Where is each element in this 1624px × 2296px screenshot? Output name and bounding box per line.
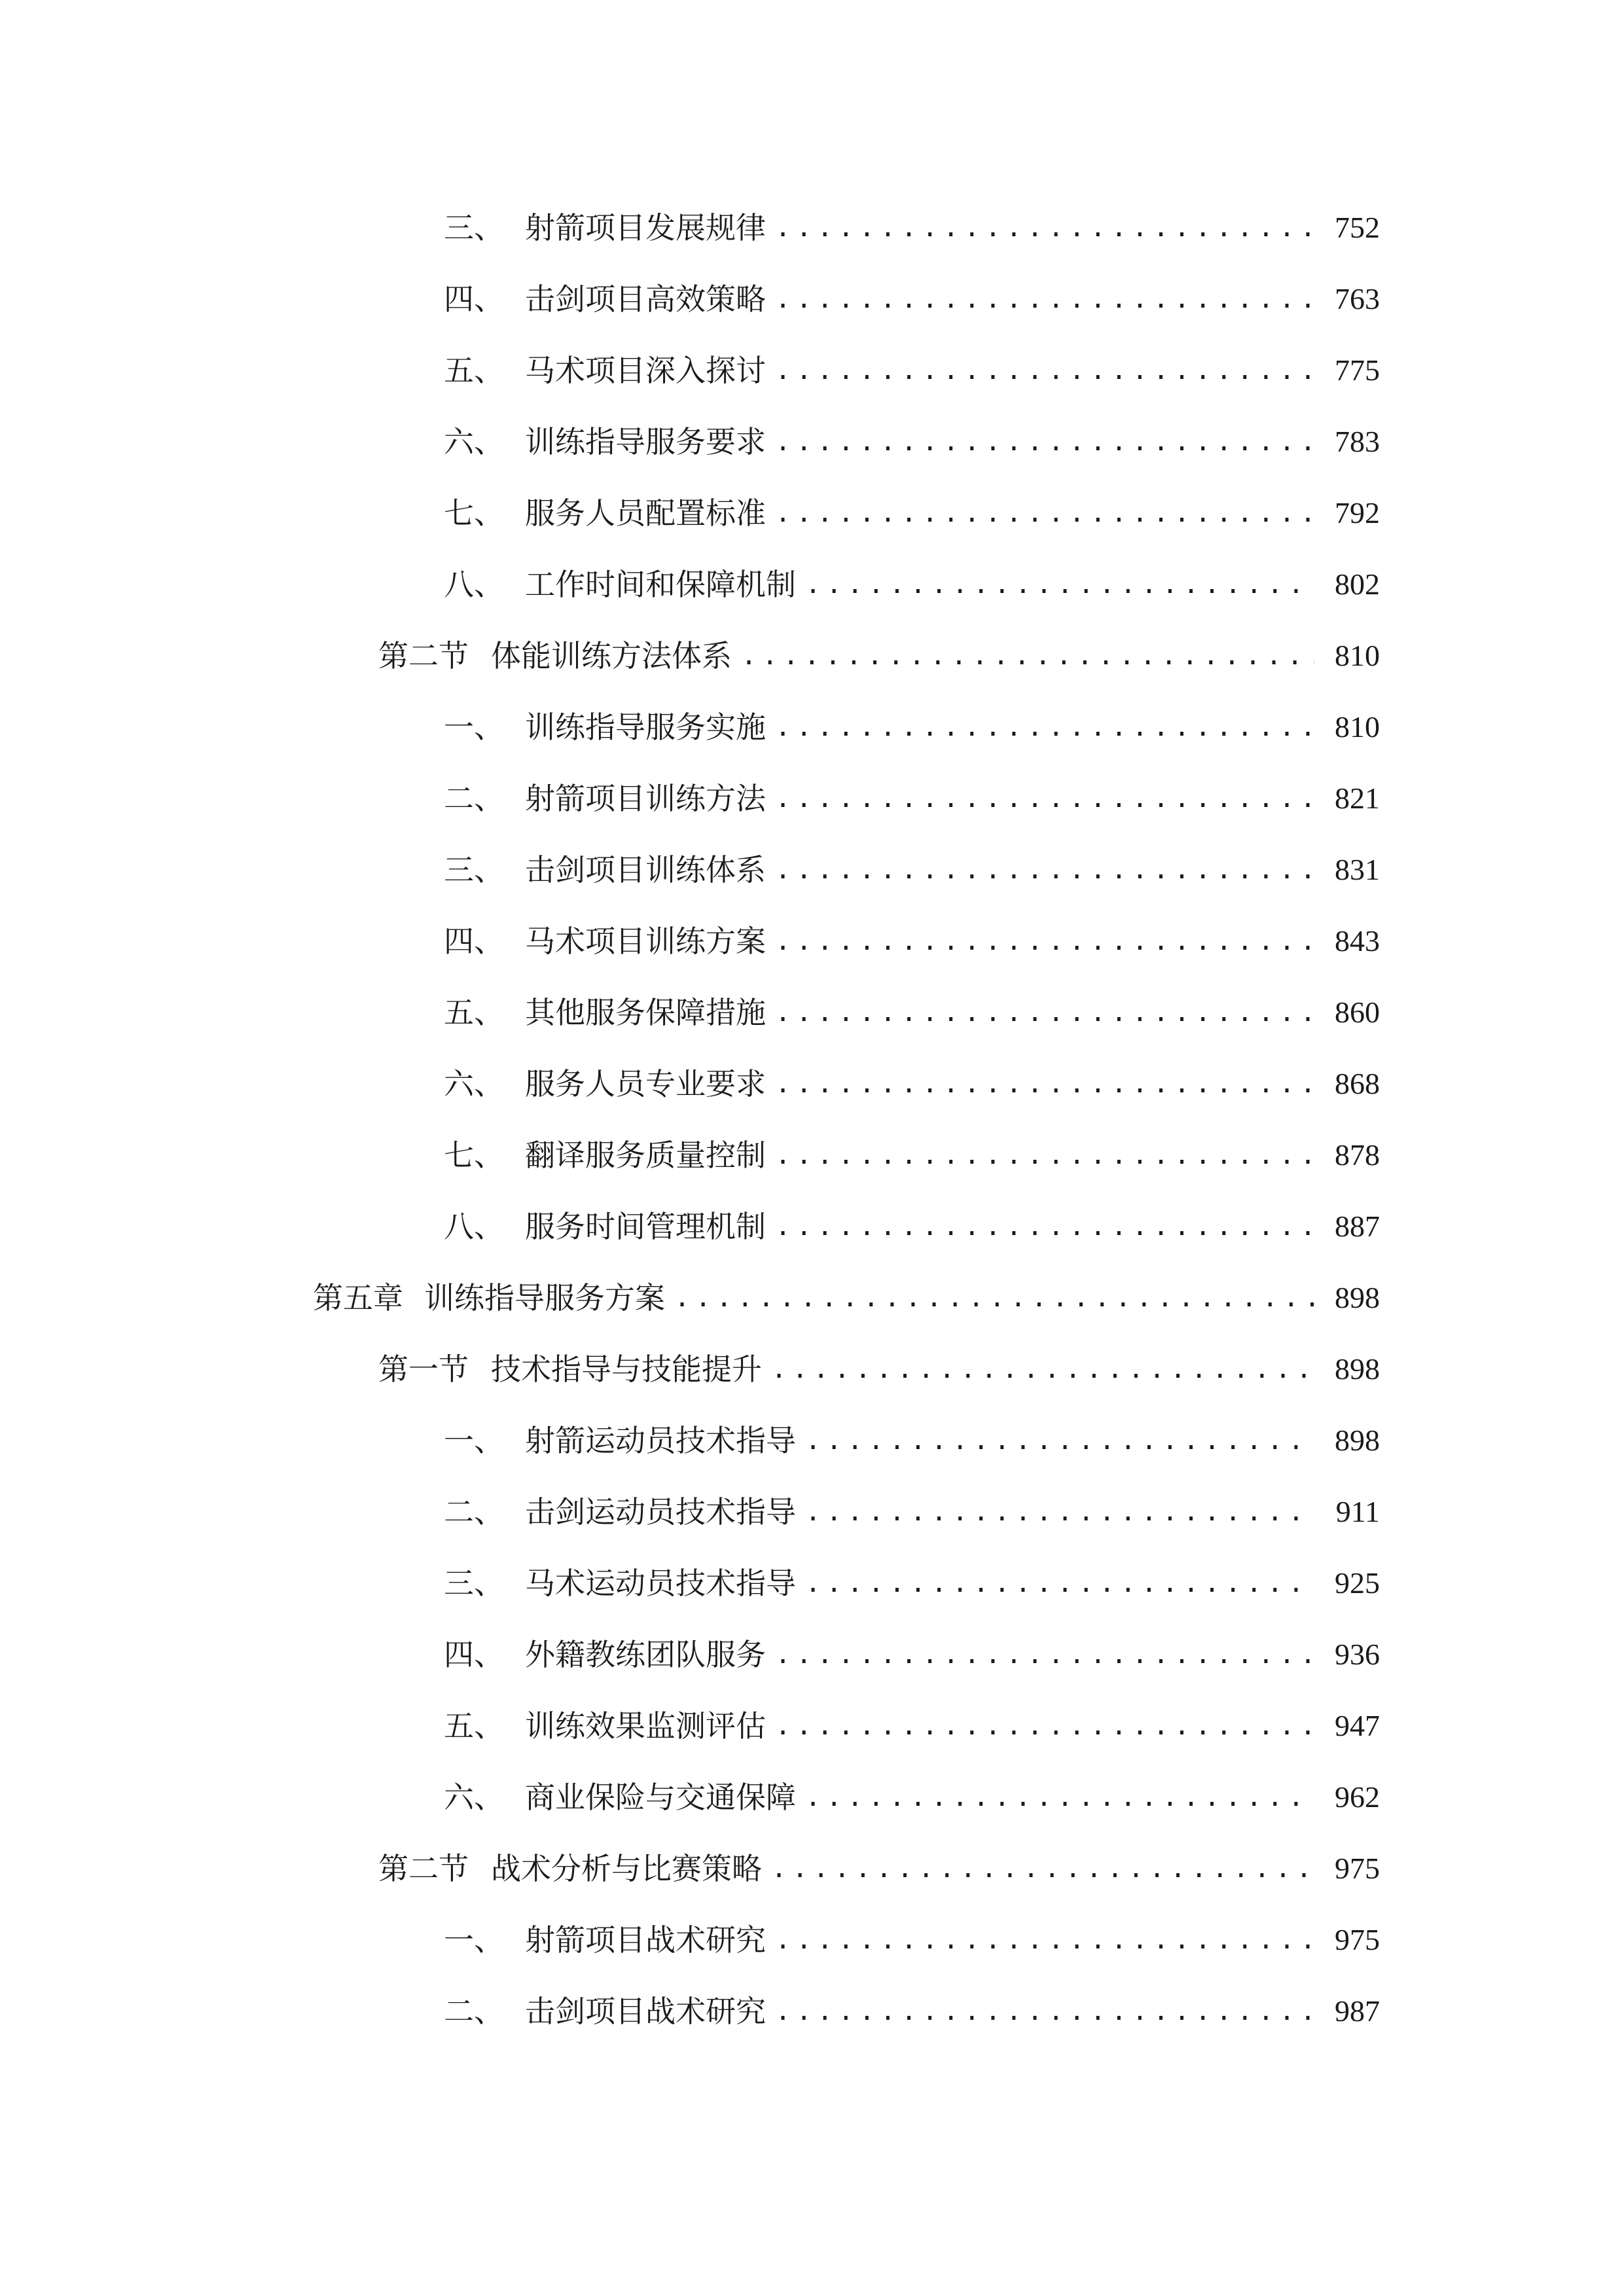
toc-entry-number: 第二节 xyxy=(378,638,469,673)
toc-entry-page: 878 xyxy=(1335,1138,1380,1172)
toc-entry-page: 810 xyxy=(1335,639,1380,672)
toc-entry-page: 962 xyxy=(1335,1780,1380,1814)
toc-entry[interactable] xyxy=(444,1486,1380,1538)
toc-entry-page: 887 xyxy=(1335,1210,1380,1243)
toc-entry-page: 898 xyxy=(1335,1424,1380,1457)
dot-leader xyxy=(741,630,1314,682)
dot-leader xyxy=(775,1200,1314,1253)
toc-section-entry[interactable] xyxy=(378,630,1380,682)
toc-entry-title: 射箭项目发展规律 xyxy=(525,210,766,245)
dot-leader xyxy=(775,1985,1314,2037)
toc-entry-number: 五、 xyxy=(444,995,504,1030)
toc-entry-number: 七、 xyxy=(444,1138,504,1173)
toc-entry-number: 二、 xyxy=(444,781,504,816)
toc-entry-title: 击剑项目战术研究 xyxy=(525,1994,766,2029)
toc-entry-title: 工作时间和保障机制 xyxy=(525,567,796,602)
toc-entry-number: 一、 xyxy=(444,1922,504,1958)
toc-entry-number: 八、 xyxy=(444,567,504,602)
toc-entry-title: 训练指导服务要求 xyxy=(525,424,766,459)
toc-entry-page: 975 xyxy=(1335,1852,1380,1885)
toc-entry[interactable] xyxy=(444,772,1380,825)
toc-entry-page: 898 xyxy=(1335,1281,1380,1314)
toc-entry-page: 925 xyxy=(1335,1566,1380,1600)
toc-entry[interactable] xyxy=(444,487,1380,539)
toc-entry-title: 服务人员专业要求 xyxy=(525,1066,766,1102)
toc-entry-number: 六、 xyxy=(444,424,504,459)
toc-entry-number: 二、 xyxy=(444,1494,504,1530)
dot-leader xyxy=(771,1842,1314,1895)
toc-entry-title: 其他服务保障措施 xyxy=(525,995,766,1030)
toc-entry-title: 马术运动员技术指导 xyxy=(525,1566,796,1601)
toc-entry-title: 击剑运动员技术指导 xyxy=(525,1494,796,1530)
dot-leader xyxy=(775,202,1314,254)
toc-section-entry[interactable] xyxy=(378,1343,1380,1395)
toc-entry-title: 射箭项目战术研究 xyxy=(525,1922,766,1958)
toc-entry-page: 860 xyxy=(1335,996,1380,1029)
dot-leader xyxy=(775,915,1314,967)
toc-entry-page: 752 xyxy=(1335,211,1380,244)
toc-entry-number: 一、 xyxy=(444,1423,504,1458)
toc-entry-number: 六、 xyxy=(444,1780,504,1815)
toc-entry-number: 三、 xyxy=(444,852,504,888)
toc-entry-page: 783 xyxy=(1335,425,1380,458)
dot-leader xyxy=(805,1414,1314,1467)
toc-entry-number: 四、 xyxy=(444,1637,504,1672)
dot-leader xyxy=(805,558,1314,611)
toc-entry-page: 831 xyxy=(1335,853,1380,886)
dot-leader xyxy=(775,1628,1314,1681)
dot-leader xyxy=(775,416,1314,468)
toc-entry-number: 六、 xyxy=(444,1066,504,1102)
toc-entry[interactable] xyxy=(444,416,1380,468)
toc-entry[interactable] xyxy=(444,202,1380,254)
toc-entry-title: 训练指导服务实施 xyxy=(525,709,766,745)
dot-leader xyxy=(775,344,1314,397)
toc-entry-number: 八、 xyxy=(444,1209,504,1244)
toc-entry[interactable] xyxy=(444,1200,1380,1253)
toc-entry[interactable] xyxy=(444,1700,1380,1752)
toc-entry-title: 射箭项目训练方法 xyxy=(525,781,766,816)
dot-leader xyxy=(805,1557,1314,1609)
toc-entry-number: 三、 xyxy=(444,210,504,245)
toc-entry-page: 911 xyxy=(1335,1495,1380,1528)
dot-leader xyxy=(775,1058,1314,1110)
toc-section-entry[interactable] xyxy=(378,1842,1380,1895)
toc-entry[interactable] xyxy=(444,1129,1380,1181)
toc-entry[interactable] xyxy=(444,986,1380,1039)
dot-leader xyxy=(775,1700,1314,1752)
toc-entry[interactable] xyxy=(444,558,1380,611)
toc-entry-page: 843 xyxy=(1335,924,1380,958)
toc-entry-number: 五、 xyxy=(444,353,504,388)
toc-entry[interactable] xyxy=(444,1557,1380,1609)
dot-leader xyxy=(775,1129,1314,1181)
toc-entry[interactable] xyxy=(444,1771,1380,1823)
toc-entry-number: 第五章 xyxy=(313,1280,403,1316)
toc-entry-title: 击剑项目训练体系 xyxy=(525,852,766,888)
toc-entry-page: 775 xyxy=(1335,353,1380,387)
toc-entry-title: 服务人员配置标准 xyxy=(525,495,766,531)
toc-entry-title: 服务时间管理机制 xyxy=(525,1209,766,1244)
toc-entry-title: 外籍教练团队服务 xyxy=(525,1637,766,1672)
toc-entry[interactable] xyxy=(444,915,1380,967)
toc-entry-page: 898 xyxy=(1335,1352,1380,1386)
toc-entry[interactable] xyxy=(444,1628,1380,1681)
toc-entry-number: 二、 xyxy=(444,1994,504,2029)
toc-entry-number: 第二节 xyxy=(378,1851,469,1886)
dot-leader xyxy=(805,1771,1314,1823)
dot-leader xyxy=(775,772,1314,825)
toc-entry-number: 四、 xyxy=(444,281,504,317)
toc-entry-page: 802 xyxy=(1335,567,1380,601)
toc-entry-title: 马术项目深入探讨 xyxy=(525,353,766,388)
toc-entry-title: 战术分析与比赛策略 xyxy=(491,1851,762,1886)
toc-entry-number: 四、 xyxy=(444,924,504,959)
toc-entry-title: 训练指导服务方案 xyxy=(424,1280,665,1316)
dot-leader xyxy=(775,273,1314,325)
toc-entry-number: 三、 xyxy=(444,1566,504,1601)
toc-entry-page: 936 xyxy=(1335,1638,1380,1671)
toc-entry-title: 翻译服务质量控制 xyxy=(525,1138,766,1173)
toc-entry[interactable] xyxy=(444,273,1380,325)
dot-leader xyxy=(775,1914,1314,1966)
toc-entry-number: 第一节 xyxy=(378,1352,469,1387)
toc-entry-page: 987 xyxy=(1335,1994,1380,2028)
dot-leader xyxy=(775,844,1314,896)
dot-leader xyxy=(775,986,1314,1039)
toc-entry-title: 马术项目训练方案 xyxy=(525,924,766,959)
toc-entry-page: 763 xyxy=(1335,282,1380,315)
dot-leader xyxy=(771,1343,1314,1395)
toc-entry[interactable] xyxy=(444,1914,1380,1966)
toc-entry-page: 821 xyxy=(1335,781,1380,815)
toc-entry[interactable] xyxy=(444,344,1380,397)
toc-entry-page: 810 xyxy=(1335,710,1380,744)
toc-entry-number: 一、 xyxy=(444,709,504,745)
toc-entry-title: 体能训练方法体系 xyxy=(491,638,732,673)
toc-entry-page: 792 xyxy=(1335,496,1380,529)
toc-entry[interactable] xyxy=(444,1414,1380,1467)
toc-entry[interactable] xyxy=(444,844,1380,896)
toc-entry[interactable] xyxy=(444,701,1380,753)
toc-entry[interactable] xyxy=(444,1985,1380,2037)
toc-entry-title: 射箭运动员技术指导 xyxy=(525,1423,796,1458)
toc-entry-title: 商业保险与交通保障 xyxy=(525,1780,796,1815)
toc-entry[interactable] xyxy=(444,1058,1380,1110)
toc-entry-title: 技术指导与技能提升 xyxy=(491,1352,762,1387)
toc-entry-number: 七、 xyxy=(444,495,504,531)
dot-leader xyxy=(805,1486,1314,1538)
toc-entry-title: 击剑项目高效策略 xyxy=(525,281,766,317)
toc-entry-page: 868 xyxy=(1335,1067,1380,1100)
toc-entry-title: 训练效果监测评估 xyxy=(525,1708,766,1744)
toc-chapter-entry[interactable] xyxy=(313,1272,1380,1324)
toc-entry-page: 947 xyxy=(1335,1709,1380,1742)
toc-entry-number: 五、 xyxy=(444,1708,504,1744)
dot-leader xyxy=(674,1272,1314,1324)
dot-leader xyxy=(775,487,1314,539)
dot-leader xyxy=(775,701,1314,753)
toc-entry-page: 975 xyxy=(1335,1923,1380,1956)
